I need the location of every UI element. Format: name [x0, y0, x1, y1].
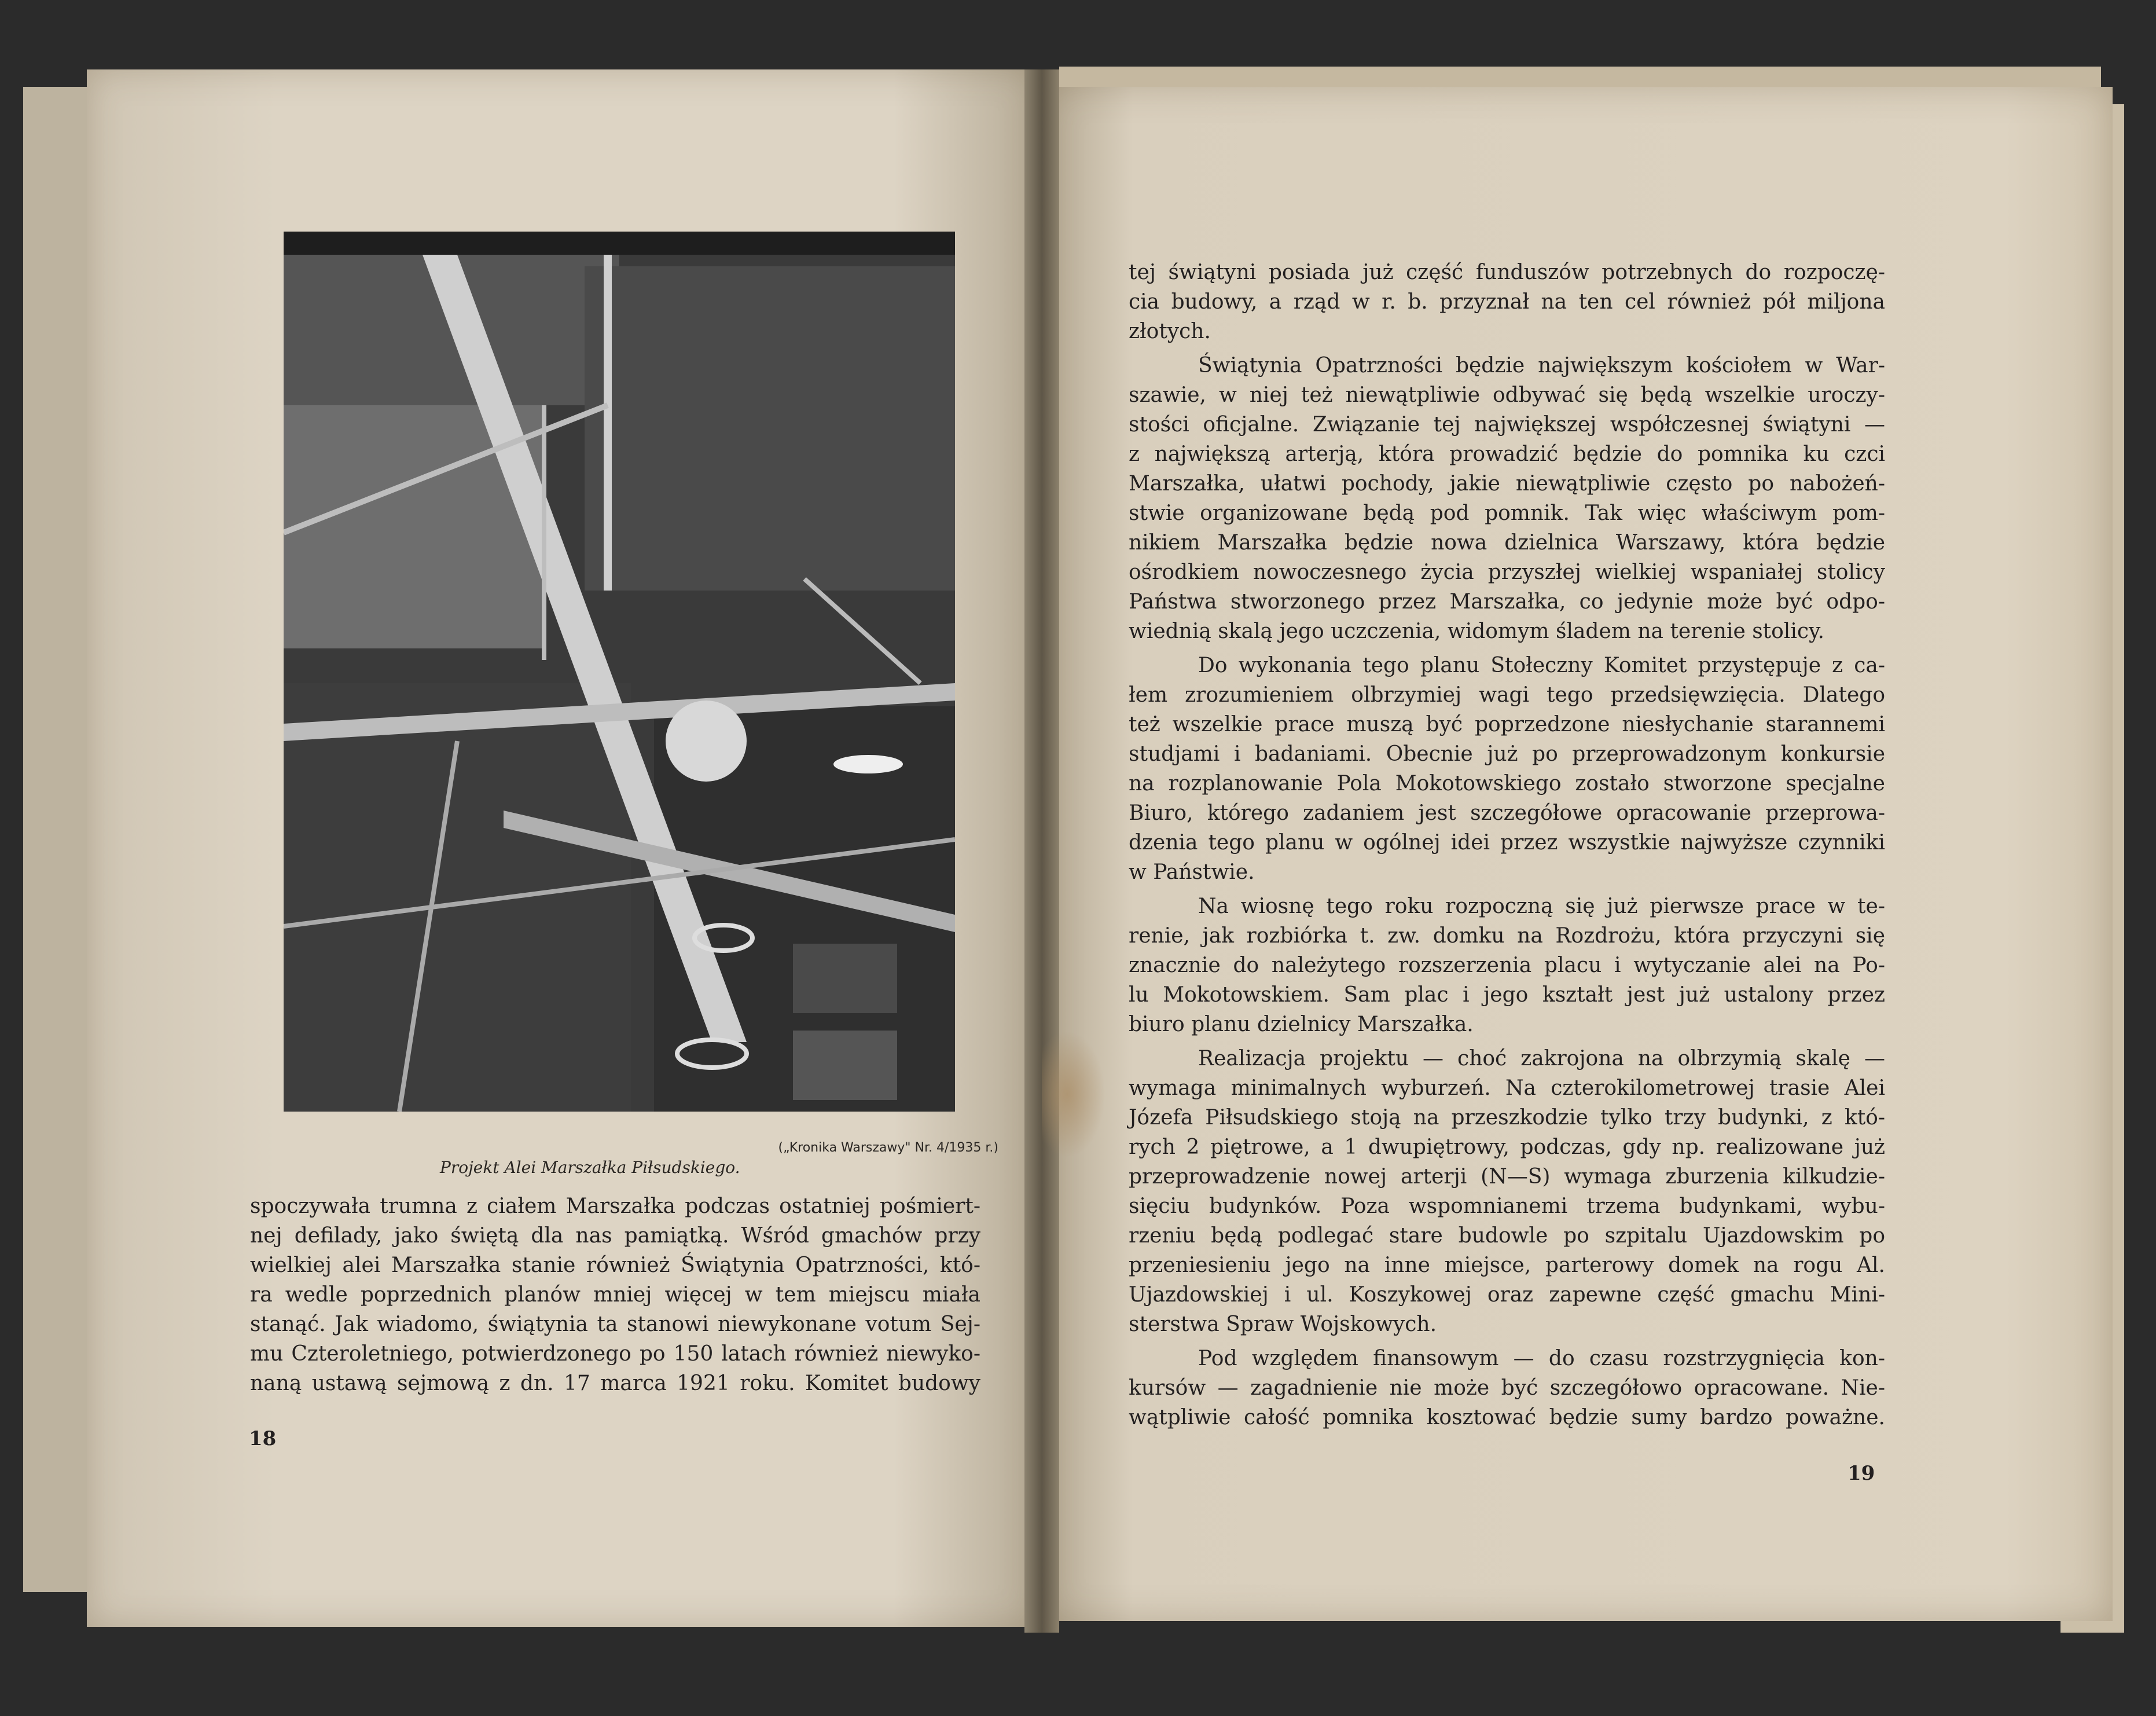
text-line: kursów — zagadnienie nie może być szczegółowo opracowane. Nie-	[1129, 1376, 1885, 1400]
page-number-left: 18	[249, 1427, 277, 1450]
text-line: nej defilady, jako świętą dla nas pamiątką. Wśród gmachów przy	[250, 1224, 980, 1248]
text-line: wielkiej alei Marszałka stanie również Świątynia Opatrzności, któ-	[250, 1253, 980, 1277]
text-line: Marszałka, ułatwi pochody, jakie niewątpliwie często po nabożeń-	[1129, 472, 1885, 496]
page-number-right: 19	[1848, 1462, 1875, 1485]
photo-credit: („Kronika Warszawy" Nr. 4/1935 r.)	[778, 1141, 998, 1155]
text-line: wątpliwie całość pomnika kosztować będzie sumy bardzo poważne.	[1129, 1406, 1885, 1429]
text-line: ośrodkiem nowoczesnego życia przyszłej wielkiej wspaniałej stolicy	[1129, 560, 1885, 584]
text-line: przeniesieniu jego na inne miejsce, parterowy domek na rogu Al.	[1129, 1253, 1885, 1277]
text-line: szawie, w niej też niewątpliwie odbywać się będą wszelkie uroczy-	[1129, 383, 1885, 407]
text-line: Świątynia Opatrzności będzie największym kościołem w War-	[1198, 354, 1885, 377]
text-line: rych 2 piętrowe, a 1 dwupiętrowy, podczas, gdy np. realizowane już	[1129, 1135, 1885, 1159]
text-line: sterstwa Spraw Wojskowych.	[1129, 1312, 1437, 1336]
text-line: spoczywała trumna z ciałem Marszałka podczas ostatniej pośmiert-	[250, 1194, 980, 1218]
text-line: Państwa stworzonego przez Marszałka, co jedynie może być odpo-	[1129, 590, 1885, 614]
text-line: Biuro, którego zadaniem jest szczegółowe opracowanie przeprowa-	[1129, 801, 1885, 825]
text-line: Józefa Piłsudskiego stoją na przeszkodzie tylko trzy budynki, z któ-	[1129, 1106, 1885, 1130]
text-line: Do wykonania tego planu Stołeczny Komitet przystępuje z ca-	[1198, 654, 1885, 677]
text-line: nikiem Marszałka będzie nowa dzielnica Warszawy, która będzie	[1129, 531, 1885, 555]
text-line: w Państwie.	[1129, 860, 1255, 884]
book-gutter	[1024, 69, 1059, 1633]
text-line: stwie organizowane będą pod pomnik. Tak więc właściwym pom-	[1129, 501, 1885, 525]
text-line: przeprowadzenie nowej arterji (N—S) wymaga zburzenia kilkudzie-	[1129, 1165, 1885, 1189]
text-line: cia budowy, a rząd w r. b. przyznał na ten cel również pół miljona	[1129, 290, 1885, 314]
text-line: renie, jak rozbiórka t. zw. domku na Rozdrożu, która przyczyni się	[1129, 924, 1885, 948]
text-line: z największą arterją, która prowadzić będzie do pomnika ku czci	[1129, 442, 1885, 466]
text-line: łem zrozumieniem olbrzymiej wagi tego przedsięwzięcia. Dlatego	[1129, 683, 1885, 707]
aerial-model-photo	[284, 232, 955, 1112]
text-line: sięciu budynków. Poza wspomnianemi trzema budynkami, wybu-	[1129, 1194, 1885, 1218]
text-line: Ujazdowskiej i ul. Koszykowej oraz zapewne część gmachu Mini-	[1129, 1283, 1885, 1307]
text-line: tej świątyni posiada już część funduszów potrzebnych do rozpoczę-	[1129, 261, 1885, 284]
text-line: mu Czteroletniego, potwierdzonego po 150 latach również niewyko-	[250, 1342, 980, 1366]
text-line: studjami i badaniami. Obecnie już po przeprowadzonym konkursie	[1129, 742, 1885, 766]
text-line: lu Mokotowskiem. Sam plac i jego kształt jest już ustalony przez	[1129, 983, 1885, 1007]
text-line: stanąć. Jak wiadomo, świątynia ta stanowi niewykonane votum Sej-	[250, 1312, 980, 1336]
text-line: wymaga minimalnych wyburzeń. Na czterokilometrowej trasie Alei	[1129, 1076, 1885, 1100]
text-line: dzenia tego planu w ogólnej idei przez wszystkie najwyższe czynniki	[1129, 831, 1885, 855]
text-line: rzeniu będą podlegać stare budowle po szpitalu Ujazdowskim po	[1129, 1224, 1885, 1248]
text-line: złotych.	[1129, 320, 1211, 343]
text-line: Pod względem finansowym — do czasu rozstrzygnięcia kon-	[1198, 1347, 1885, 1370]
photo-caption: Projekt Alei Marszałka Piłsudskiego.	[440, 1158, 740, 1177]
text-line: też wszelkie prace muszą być poprzedzone niesłychanie starannemi	[1129, 713, 1885, 736]
right-page-text	[1129, 258, 1885, 1432]
text-line: biuro planu dzielnicy Marszałka.	[1129, 1013, 1474, 1036]
text-line: Na wiosnę tego roku rozpoczną się już pierwsze prace w te-	[1198, 894, 1885, 918]
text-line: na rozplanowanie Pola Mokotowskiego zostało stworzone specjalne	[1129, 772, 1885, 795]
text-line: Realizacja projektu — choć zakrojona na olbrzymią skalę —	[1198, 1047, 1885, 1070]
text-line: wiednią skalą jego uczczenia, widomym śladem na terenie stolicy.	[1129, 619, 1824, 643]
text-line: ra wedle poprzednich planów mniej więcej w tem miejscu miała	[250, 1283, 980, 1307]
text-line: znacznie do należytego rozszerzenia placu i wytyczanie alei na Po-	[1129, 954, 1885, 977]
text-line: naną ustawą sejmową z dn. 17 marca 1921 roku. Komitet budowy	[250, 1372, 980, 1395]
text-line: stości oficjalne. Związanie tej największej współczesnej świątyni —	[1129, 413, 1885, 437]
paper-stain	[1042, 1031, 1105, 1158]
left-page-text	[250, 1191, 980, 1398]
